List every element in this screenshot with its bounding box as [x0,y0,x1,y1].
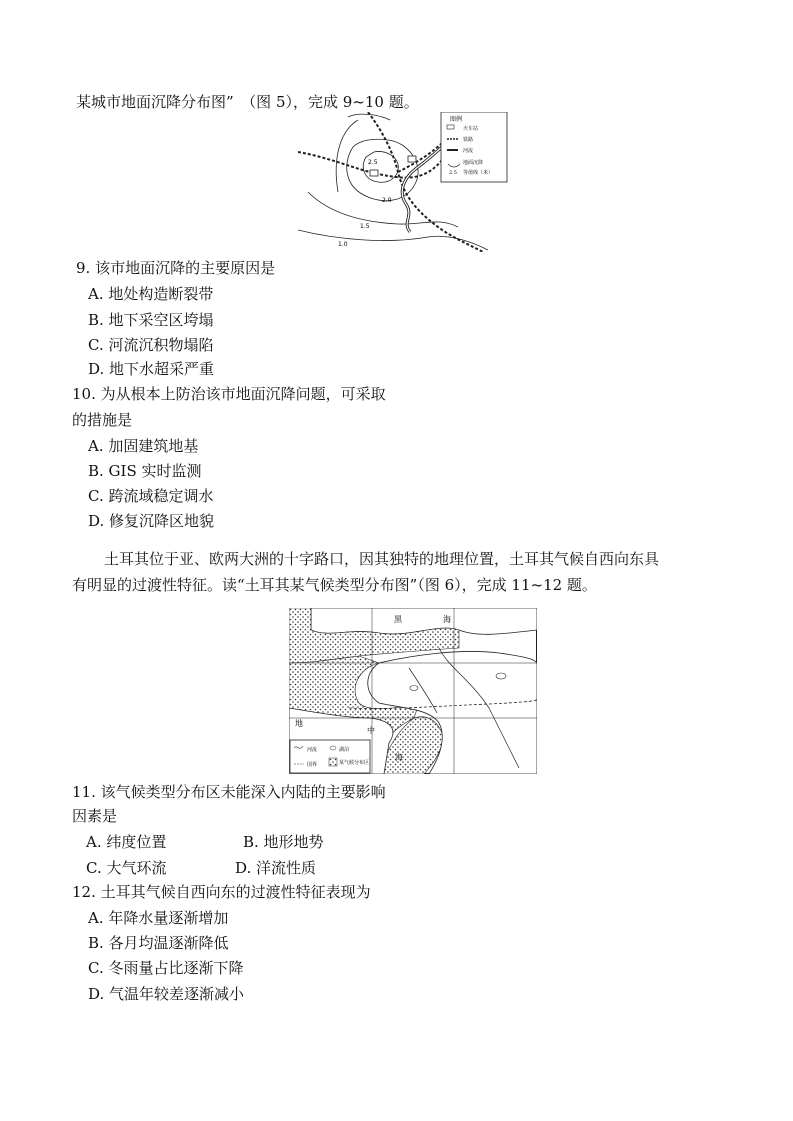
q12-option-c: C. 冬雨量占比逐渐下降 [88,959,244,977]
q10-option-b: B. GIS 实时监测 [88,462,202,480]
med-sea-label-2: 中 [367,726,375,735]
legend-border-label: 国界 [307,762,318,768]
q10-stem-line1: 10. 为从根本上防治该市地面沉降问题，可采取 [72,385,386,403]
intro-fig6-line1: 土耳其位于亚、欧两大洲的十字路口，因其独特的地理位置，土耳其气候自西向东具 [104,550,660,568]
q9-stem: 9. 该市地面沉降的主要原因是 [76,259,276,277]
legend-contour-unit: 等值线（米） [463,170,494,176]
legend-lake-icon [330,746,336,750]
legend-railway: 铁路 [463,137,474,143]
legend-river: 河流 [463,148,474,154]
legend-contour-value: 2.5 [449,170,457,176]
q9-option-c: C. 河流沉积物塌陷 [88,336,214,354]
fig6-legend [290,740,370,773]
station-1 [370,170,378,176]
intro-fig5: 某城市地面沉降分布图” （图 5），完成 9~10 题。 [76,93,419,111]
legend-station: 火车站 [463,126,479,132]
q11-stem-line2: 因素是 [72,807,118,825]
q9-option-a: A. 地处构造断裂带 [88,285,214,303]
legend-river-label: 河流 [307,747,318,753]
q10-option-c: C. 跨流域稳定调水 [88,487,214,505]
med-sea-label-3: 海 [395,753,403,762]
legend-lake-label: 湖泊 [339,747,350,753]
contour-label-2-0: 2.0 [382,197,392,204]
contour-label-1-0: 1.0 [338,241,348,248]
q12-option-a: A. 年降水量逐渐增加 [88,909,229,927]
q10-stem-line2: 的措施是 [72,411,133,429]
legend-subsidence: 地面沉降 [463,160,484,166]
q9-option-d: D. 地下水超采严重 [88,360,215,378]
q11-option-d: D. 洋流性质 [235,859,317,877]
q12-option-b: B. 各月均温逐渐降低 [88,934,229,952]
q11-option-c: C. 大气环流 [86,859,167,877]
legend-station-icon [447,125,454,129]
legend-title: 图例 [450,116,463,123]
q10-option-d: D. 修复沉降区地貌 [88,512,215,530]
q11-option-b: B. 地形地势 [243,833,324,851]
q12-option-d: D. 气温年较差逐渐减小 [88,985,245,1003]
fig5-legend [441,112,507,182]
legend-climate-icon [329,758,337,766]
legend-climate-label: 某气候分布区 [339,760,370,766]
contour-label-2-5: 2.5 [368,159,378,166]
intro-fig6-line2: 有明显的过渡性特征。读“土耳其某气候类型分布图”（图 6），完成 11~12 题。 [72,576,597,594]
contour-label-1-5: 1.5 [360,223,370,230]
black-sea-label-1: 黑 [394,615,402,624]
black-sea-label-2: 海 [443,615,451,624]
station-2 [408,156,416,162]
q12-stem: 12. 土耳其气候自西向东的过渡性特征表现为 [72,883,371,901]
q9-option-b: B. 地下采空区垮塌 [88,311,214,329]
med-sea-label-1: 地 [295,719,303,728]
q11-stem-line1: 11. 该气候类型分布区未能深入内陆的主要影响 [72,783,386,801]
q11-option-a: A. 纬度位置 [86,833,167,851]
figure-5-map [298,112,510,252]
figure-6-map [289,608,537,774]
q10-option-a: A. 加固建筑地基 [88,437,199,455]
